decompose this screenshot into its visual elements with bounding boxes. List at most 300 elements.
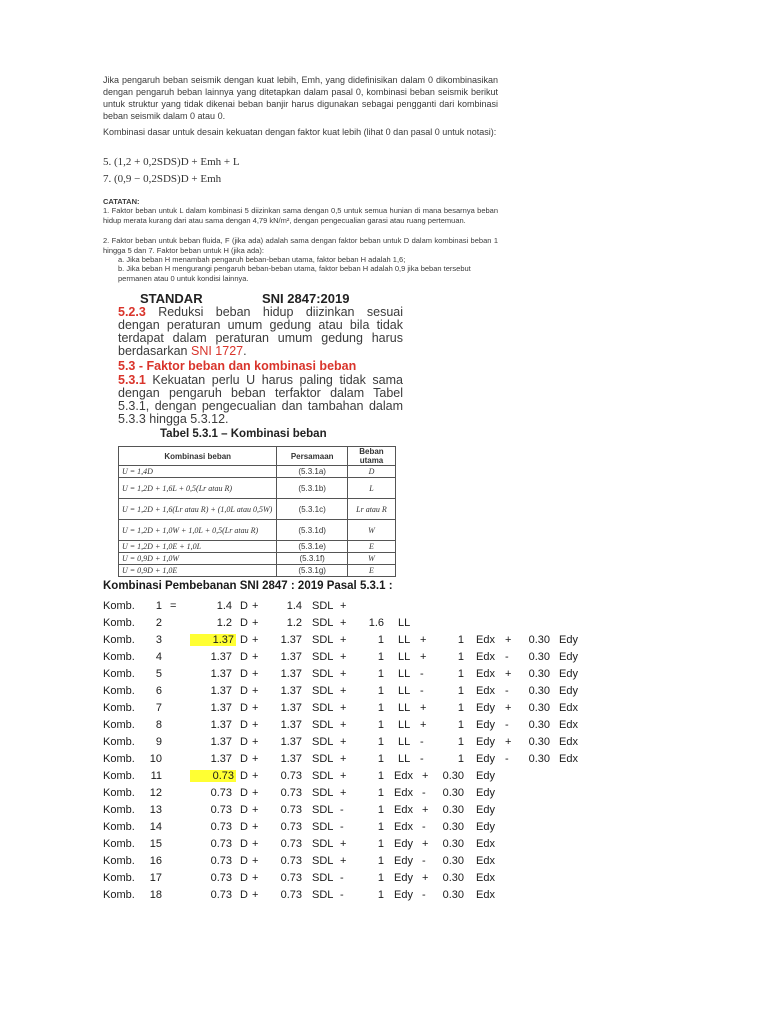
komb-term: + <box>252 838 259 850</box>
komb-term: LL <box>398 719 411 731</box>
komb-term: 1.37 <box>280 736 302 748</box>
komb-label: Komb. <box>103 770 135 782</box>
table-cell-persamaan: (5.3.1c) <box>277 499 348 520</box>
komb-term: + <box>252 634 259 646</box>
komb-term: Edx <box>476 838 495 850</box>
komb-term: - <box>420 736 424 748</box>
komb-label: Komb. <box>103 872 135 884</box>
komb-term: 1.37 <box>280 719 302 731</box>
table-cell-beban: Lr atau R <box>347 499 395 520</box>
komb-term: + <box>420 634 427 646</box>
kombinasi-row <box>0 872 620 889</box>
kombinasi-row <box>0 787 620 804</box>
komb-term: 1.37 <box>280 685 302 697</box>
table-row <box>119 478 396 499</box>
komb-term: LL <box>398 685 411 697</box>
komb-term: 0.73 <box>280 872 302 884</box>
komb-label: Komb. <box>103 600 135 612</box>
komb-term: + <box>252 787 259 799</box>
komb-term: 1 <box>377 634 384 646</box>
komb-term: D <box>240 736 248 748</box>
komb-term: + <box>340 651 347 663</box>
komb-term: - <box>420 753 424 765</box>
komb-term: 0.30 <box>442 821 464 833</box>
intro-paragraph-2: Kombinasi dasar untuk desain kekuatan dengan faktor kuat lebih (lihat 0 dan pasal 0 untuk notasi): <box>103 127 497 137</box>
komb-term: + <box>340 685 347 697</box>
komb-term: 1.37 <box>280 702 302 714</box>
komb-term: 1 <box>377 685 384 697</box>
komb-number: 8 <box>155 719 162 731</box>
komb-term: Edx <box>394 787 413 799</box>
header-beban-utama: Beban utama <box>347 447 395 466</box>
komb-term: 0.30 <box>442 787 464 799</box>
table-cell-persamaan: (5.3.1e) <box>277 541 348 553</box>
equation-7: 7. (0,9 − 0,2SDS)D + Emh <box>103 173 222 185</box>
komb-term: + <box>422 872 429 884</box>
komb-term: D <box>240 872 248 884</box>
komb-term: 1.37 <box>210 685 232 697</box>
table-row <box>119 553 396 565</box>
komb-number: 5 <box>155 668 162 680</box>
komb-label: Komb. <box>103 753 135 765</box>
komb-term: Edy <box>476 804 495 816</box>
table-cell-persamaan: (5.3.1a) <box>277 466 348 478</box>
kombinasi-row <box>0 719 620 736</box>
komb-term: 1 <box>377 889 384 901</box>
komb-term: D <box>240 702 248 714</box>
komb-label: Komb. <box>103 889 135 901</box>
table-row <box>119 520 396 541</box>
komb-label: Komb. <box>103 821 135 833</box>
komb-term: Edx <box>476 651 495 663</box>
table-cell-kombinasi: U = 1,2D + 1,6(Lr atau R) + (1,0L atau 0,5W) <box>119 499 277 520</box>
table-cell-beban: E <box>347 541 395 553</box>
komb-term: 1.4 <box>216 600 232 612</box>
komb-term: Edx <box>476 634 495 646</box>
catatan-note-2: 2. Faktor beban untuk beban fluida, F (jika ada) adalah sama dengan faktor beban untuk D dalam kombinasi beban 1 hingga 5 dan 7. Faktor beban untuk H (jika ada): <box>103 236 498 255</box>
intro-paragraph-1: Jika pengaruh beban seismik dengan kuat lebih, Emh, yang didefinisikan dalam 0 dikombinasikan dengan pengaruh beban lainnya yang ditetapkan dalam pasal 0, kombinasi beban seismik berikut untuk struktur yang tidak dikenai beban banjir harus digunakan sebagai pengganti dari kombinasi beban seismik dalam 0 atau 0. <box>103 75 498 121</box>
komb-term: D <box>240 600 248 612</box>
komb-term: LL <box>398 651 411 663</box>
komb-term: - <box>422 855 426 867</box>
komb-term: 1 <box>377 804 384 816</box>
komb-term: SDL <box>312 770 334 782</box>
komb-term: 0.73 <box>280 821 302 833</box>
komb-term: 0.30 <box>528 719 550 731</box>
komb-term: 0.73 <box>280 787 302 799</box>
table-row <box>119 499 396 520</box>
komb-term: 1 <box>457 753 464 765</box>
table-cell-persamaan: (5.3.1b) <box>277 478 348 499</box>
komb-term: Edx <box>476 889 495 901</box>
komb-number: 17 <box>149 872 162 884</box>
komb-label: Komb. <box>103 685 135 697</box>
komb-label: Komb. <box>103 736 135 748</box>
table-row <box>119 565 396 577</box>
komb-term: - <box>505 685 509 697</box>
komb-term: 1.37 <box>280 753 302 765</box>
table-header-row <box>119 447 396 466</box>
komb-term: + <box>252 821 259 833</box>
komb-term: + <box>340 736 347 748</box>
komb-term: 1.37 <box>210 719 232 731</box>
komb-term: 0.30 <box>528 736 550 748</box>
komb-term: D <box>240 753 248 765</box>
catatan-note-a: a. Jika beban H menambah pengaruh beban-beban utama, faktor beban H adalah 1,6; <box>118 255 406 264</box>
komb-term: + <box>340 634 347 646</box>
komb-term: 0.73 <box>210 821 232 833</box>
komb-term: + <box>340 838 347 850</box>
komb-term: + <box>340 719 347 731</box>
komb-term: SDL <box>312 634 334 646</box>
komb-term: Edy <box>394 838 413 850</box>
komb-term: 1 <box>377 855 384 867</box>
komb-term: = <box>170 600 177 612</box>
komb-term: + <box>505 668 512 680</box>
table-row <box>119 466 396 478</box>
komb-term: Edx <box>476 668 495 680</box>
section-5-2-3: 5.2.3 Reduksi beban hidup diizinkan sesuai dengan peraturan umum gedung atau bila tidak terdapat dalam peraturan umum gedung harus berdasarkan SNI 1727. <box>118 305 403 358</box>
komb-term: 1 <box>377 668 384 680</box>
komb-number: 10 <box>149 753 162 765</box>
komb-term: Edx <box>476 685 495 697</box>
komb-term: Edy <box>559 651 578 663</box>
table-cell-kombinasi: U = 0,9D + 1,0W <box>119 553 277 565</box>
komb-term: 1.37 <box>210 736 232 748</box>
komb-term: SDL <box>312 600 334 612</box>
komb-term: SDL <box>312 838 334 850</box>
komb-term: - <box>422 821 426 833</box>
kombinasi-row <box>0 600 620 617</box>
komb-term: 0.30 <box>442 889 464 901</box>
komb-term: 1 <box>377 702 384 714</box>
kombinasi-row <box>0 617 620 634</box>
section-5-3-title: 5.3 - Faktor beban dan kombinasi beban <box>118 359 357 373</box>
kombinasi-row <box>0 634 620 651</box>
kombinasi-row <box>0 736 620 753</box>
komb-term: 1.37 <box>210 651 232 663</box>
header-kombinasi: Kombinasi beban <box>119 447 277 466</box>
komb-term: Edx <box>559 753 578 765</box>
section-5-3-1-text: Kekuatan perlu U harus paling tidak sama dengan pengaruh beban terfaktor dalam Tabel 5.3.1, dengan pengecualian dan tambahan dalam 5.3.3 hingga 5.3.12. <box>118 373 403 426</box>
komb-number: 18 <box>149 889 162 901</box>
komb-term: 0.30 <box>528 668 550 680</box>
catatan-title: CATATAN: <box>103 197 140 206</box>
komb-term: D <box>240 838 248 850</box>
table-cell-persamaan: (5.3.1d) <box>277 520 348 541</box>
table-cell-beban: E <box>347 565 395 577</box>
table-cell-persamaan: (5.3.1f) <box>277 553 348 565</box>
komb-term: 0.30 <box>528 753 550 765</box>
komb-number: 9 <box>155 736 162 748</box>
table-row <box>119 541 396 553</box>
komb-term: 1 <box>377 821 384 833</box>
komb-term: Edy <box>476 719 495 731</box>
kombinasi-row <box>0 855 620 872</box>
komb-term: Edy <box>394 889 413 901</box>
komb-term: D <box>240 651 248 663</box>
komb-term: + <box>252 753 259 765</box>
komb-term: SDL <box>312 872 334 884</box>
komb-term: + <box>252 804 259 816</box>
kombinasi-row <box>0 685 620 702</box>
komb-term: LL <box>398 668 411 680</box>
komb-term: 1.6 <box>368 617 384 629</box>
table-cell-persamaan: (5.3.1g) <box>277 565 348 577</box>
komb-term: 0.30 <box>442 804 464 816</box>
komb-term: 1 <box>377 838 384 850</box>
komb-term: + <box>252 855 259 867</box>
komb-term: LL <box>398 702 411 714</box>
komb-term: Edy <box>476 770 495 782</box>
komb-term: Edy <box>476 787 495 799</box>
komb-term: - <box>505 651 509 663</box>
komb-number: 16 <box>149 855 162 867</box>
komb-term: SDL <box>312 855 334 867</box>
kombinasi-row <box>0 702 620 719</box>
komb-term: D <box>240 634 248 646</box>
komb-term: 1.37 <box>280 634 302 646</box>
komb-term: 1 <box>457 702 464 714</box>
komb-number: 11 <box>150 770 162 782</box>
komb-highlighted-coef: 1.37 <box>190 634 236 646</box>
komb-term: - <box>340 804 344 816</box>
standar-label: STANDAR <box>140 291 203 306</box>
komb-term: - <box>340 872 344 884</box>
catatan-note-1: 1. Faktor beban untuk L dalam kombinasi 5 diizinkan sama dengan 0,5 untuk semua hunian di mana besarnya beban hidup merata kurang dari atau sama dengan 4,79 kN/m², dengan pengecualian garasi atau ruang pertemuan. <box>103 206 498 225</box>
komb-term: - <box>420 668 424 680</box>
table-cell-kombinasi: U = 0,9D + 1,0E <box>119 565 277 577</box>
komb-term: 1.4 <box>286 600 302 612</box>
komb-term: + <box>422 804 429 816</box>
catatan-note-b: b. Jika beban H mengurangi pengaruh beban-beban utama, faktor beban H adalah 0,9 jika beban tersebut permanen atau 0 untuk kondisi lainnya. <box>118 264 471 283</box>
komb-term: + <box>252 685 259 697</box>
komb-term: + <box>252 651 259 663</box>
komb-term: 1 <box>377 753 384 765</box>
kombinasi-row <box>0 804 620 821</box>
komb-term: - <box>340 889 344 901</box>
komb-term: Edy <box>476 702 495 714</box>
komb-term: 1.2 <box>216 617 232 629</box>
komb-number: 12 <box>149 787 162 799</box>
komb-term: Edx <box>476 872 495 884</box>
komb-number: 13 <box>149 804 162 816</box>
komb-term: SDL <box>312 821 334 833</box>
komb-term: - <box>505 753 509 765</box>
komb-term: 0.30 <box>442 872 464 884</box>
komb-term: + <box>252 770 259 782</box>
komb-term: D <box>240 668 248 680</box>
komb-term: - <box>420 685 424 697</box>
komb-term: Edx <box>559 736 578 748</box>
komb-term: - <box>422 889 426 901</box>
komb-number: 7 <box>155 702 162 714</box>
komb-term: + <box>340 753 347 765</box>
komb-number: 4 <box>155 651 162 663</box>
komb-term: + <box>340 770 347 782</box>
komb-term: 1 <box>457 719 464 731</box>
komb-label: Komb. <box>103 634 135 646</box>
komb-term: 0.30 <box>442 838 464 850</box>
table-cell-beban: W <box>347 520 395 541</box>
komb-number: 3 <box>155 634 162 646</box>
komb-term: + <box>340 787 347 799</box>
komb-term: 1 <box>377 872 384 884</box>
komb-term: Edy <box>476 821 495 833</box>
komb-label: Komb. <box>103 855 135 867</box>
komb-term: SDL <box>312 702 334 714</box>
table-cell-kombinasi: U = 1,4D <box>119 466 277 478</box>
table-cell-beban: L <box>347 478 395 499</box>
komb-number: 14 <box>149 821 162 833</box>
komb-term: 1 <box>377 770 384 782</box>
komb-term: + <box>340 668 347 680</box>
komb-label: Komb. <box>103 719 135 731</box>
komb-term: Edy <box>559 668 578 680</box>
sni-1727-link[interactable]: SNI 1727 <box>190 344 244 358</box>
komb-term: D <box>240 685 248 697</box>
komb-term: 0.73 <box>210 889 232 901</box>
komb-term: 0.73 <box>280 889 302 901</box>
table-title: Tabel 5.3.1 – Kombinasi beban <box>160 428 327 440</box>
komb-label: Komb. <box>103 617 135 629</box>
komb-label: Komb. <box>103 702 135 714</box>
table-cell-beban: W <box>347 553 395 565</box>
komb-term: Edy <box>559 685 578 697</box>
kombinasi-row <box>0 821 620 838</box>
sni-code-label: SNI 2847:2019 <box>262 291 350 306</box>
komb-term: + <box>420 702 427 714</box>
komb-term: + <box>505 634 512 646</box>
komb-term: 1 <box>457 736 464 748</box>
komb-term: 1 <box>377 787 384 799</box>
komb-term: 0.73 <box>210 838 232 850</box>
komb-term: Edx <box>394 770 413 782</box>
komb-term: D <box>240 770 248 782</box>
komb-term: + <box>252 889 259 901</box>
komb-term: 1 <box>377 736 384 748</box>
komb-term: + <box>340 600 347 612</box>
komb-term: + <box>252 719 259 731</box>
komb-term: + <box>340 855 347 867</box>
komb-label: Komb. <box>103 651 135 663</box>
komb-term: SDL <box>312 719 334 731</box>
komb-term: + <box>505 736 512 748</box>
komb-term: SDL <box>312 668 334 680</box>
komb-term: 1 <box>457 651 464 663</box>
kombinasi-row <box>0 770 620 787</box>
komb-term: 0.73 <box>210 855 232 867</box>
komb-term: Edx <box>476 855 495 867</box>
komb-term: + <box>252 736 259 748</box>
komb-term: SDL <box>312 753 334 765</box>
kombinasi-row <box>0 753 620 770</box>
komb-term: SDL <box>312 804 334 816</box>
komb-term: + <box>420 651 427 663</box>
komb-term: LL <box>398 617 411 629</box>
komb-term: D <box>240 787 248 799</box>
kombinasi-list <box>0 600 768 920</box>
kombinasi-row <box>0 838 620 855</box>
komb-term: Edx <box>394 821 413 833</box>
komb-term: 1 <box>457 685 464 697</box>
komb-term: - <box>422 787 426 799</box>
komb-term: LL <box>398 736 411 748</box>
komb-term: 0.30 <box>442 855 464 867</box>
kombinasi-beban-table <box>118 446 396 577</box>
komb-term: + <box>422 770 429 782</box>
kombinasi-row <box>0 889 620 906</box>
komb-term: + <box>252 702 259 714</box>
komb-label: Komb. <box>103 804 135 816</box>
komb-label: Komb. <box>103 787 135 799</box>
komb-term: 0.73 <box>210 872 232 884</box>
komb-term: + <box>340 617 347 629</box>
komb-term: 0.30 <box>528 634 550 646</box>
komb-term: 1.37 <box>280 668 302 680</box>
table-cell-kombinasi: U = 1,2D + 1,6L + 0,5(Lr atau R) <box>119 478 277 499</box>
komb-term: D <box>240 889 248 901</box>
komb-term: 1.37 <box>210 753 232 765</box>
komb-term: - <box>505 719 509 731</box>
kombinasi-row <box>0 668 620 685</box>
komb-label: Komb. <box>103 838 135 850</box>
komb-term: + <box>340 702 347 714</box>
komb-term: 0.73 <box>280 770 302 782</box>
komb-term: + <box>252 617 259 629</box>
komb-term: Edx <box>559 719 578 731</box>
kombinasi-pembebanan-title: Kombinasi Pembebanan SNI 2847 : 2019 Pasal 5.3.1 : <box>103 580 393 592</box>
table-cell-kombinasi: U = 1,2D + 1,0E + 1,0L <box>119 541 277 553</box>
komb-term: 1 <box>457 634 464 646</box>
komb-term: 1 <box>457 668 464 680</box>
komb-term: 1.37 <box>210 702 232 714</box>
komb-term: SDL <box>312 736 334 748</box>
komb-term: 0.30 <box>528 685 550 697</box>
komb-term: LL <box>398 753 411 765</box>
section-5-3-1 <box>118 374 403 426</box>
header-persamaan: Persamaan <box>277 447 348 466</box>
table-cell-kombinasi: U = 1,2D + 1,0W + 1,0L + 0,5(Lr atau R) <box>119 520 277 541</box>
komb-term: + <box>252 872 259 884</box>
komb-number: 15 <box>149 838 162 850</box>
komb-number: 2 <box>155 617 162 629</box>
komb-term: SDL <box>312 787 334 799</box>
kombinasi-row <box>0 651 620 668</box>
komb-term: SDL <box>312 889 334 901</box>
equation-5: 5. (1,2 + 0,2SDS)D + Emh + L <box>103 156 240 168</box>
komb-number: 6 <box>155 685 162 697</box>
komb-term: 0.30 <box>528 651 550 663</box>
komb-term: 1.37 <box>280 651 302 663</box>
komb-term: + <box>252 600 259 612</box>
komb-term: Edy <box>559 634 578 646</box>
komb-term: Edx <box>394 804 413 816</box>
komb-term: - <box>340 821 344 833</box>
komb-term: Edy <box>476 736 495 748</box>
komb-number: 1 <box>155 600 162 612</box>
komb-term: Edx <box>559 702 578 714</box>
komb-term: SDL <box>312 685 334 697</box>
komb-term: SDL <box>312 617 334 629</box>
table-cell-beban: D <box>347 466 395 478</box>
section-5-2-3-number: 5.2.3 <box>118 305 146 319</box>
komb-term: + <box>420 719 427 731</box>
komb-term: + <box>505 702 512 714</box>
section-5-2-3-text: Reduksi beban hidup diizinkan sesuai dengan peraturan umum gedung atau bila tidak terdapat dalam peraturan umum gedung harus berdasarkan <box>118 305 403 358</box>
komb-term: 0.73 <box>280 855 302 867</box>
komb-term: + <box>252 668 259 680</box>
